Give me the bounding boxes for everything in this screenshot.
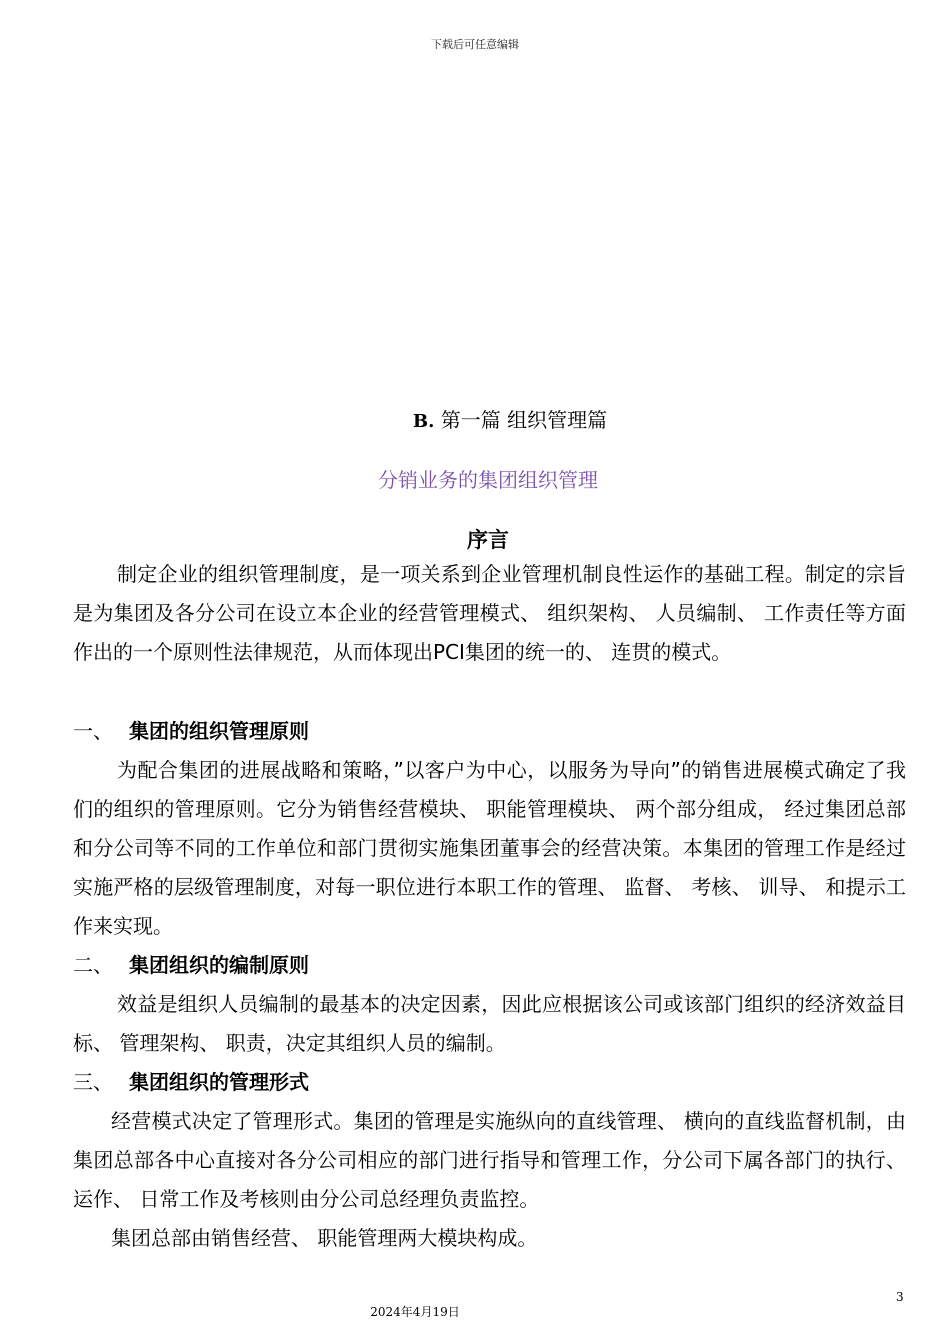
page-number: 3 xyxy=(896,1290,904,1304)
section-number: 二、 xyxy=(73,953,113,977)
section-paragraph-1: 为配合集团的进展战略和策略，”以客户为中心，以服务为导向”的销售进展模式确定了我们的组织的管理原则。它分为销售经营模块、 职能管理模块、 两个部分组成， 经过集团总部和分公司等不同的工作单位和部门贯彻实施集团董事会的经营决策。本集团的管理工作是经过实施严格的层级管理制度，对每一职位进行本职工作的管理、 监督、 考核、 训导、 和提示工作来实现。 xyxy=(73,758,906,938)
part-title-text: 第一篇 组织管理篇 xyxy=(440,408,608,432)
section-paragraph-3b: 集团总部由销售经营、 职能管理两大模块构成。 xyxy=(111,1226,538,1250)
section-heading-1 xyxy=(73,712,906,751)
section-title: 集团组织的编制原则 xyxy=(129,953,309,977)
section-paragraph-2: 效益是组织人员编制的最基本的决定因素，因此应根据该公司或该部门组织的经济效益目标、 管理架构、 职责，决定其组织人员的编制。 xyxy=(73,992,906,1055)
section-paragraph-3: 经营模式决定了管理形式。集团的管理是实施纵向的直线管理、 横向的直线监督机制，由集团总部各中心直接对各分公司相应的部门进行指导和管理工作，分公司下属各部门的执行、 运作、 日常工作及考核则由分公司总经理负责监控。 xyxy=(73,1109,906,1211)
part-title-prefix: B. xyxy=(412,411,435,432)
section-heading-3 xyxy=(73,1063,906,1102)
section-heading-2 xyxy=(73,946,906,985)
preface-paragraph: 制定企业的组织管理制度，是一项关系到企业管理机制良性运作的基础工程。制定的宗旨是为集团及各分公司在设立本企业的经营管理模式、 组织架构、 人员编制、 工作责任等方面作出的一个原则性法律规范，从而体现出PCI集团的统一的、 连贯的模式。 xyxy=(73,562,906,664)
header-note: 下载后可任意编辑 xyxy=(431,38,519,51)
preface-title: 序言 xyxy=(467,528,509,552)
section-title: 集团组织的管理形式 xyxy=(129,1070,309,1094)
section-number: 一、 xyxy=(73,719,113,743)
document-body xyxy=(73,555,906,1258)
section-number: 三、 xyxy=(73,1070,113,1094)
part-title xyxy=(0,404,950,433)
section-title: 集团的组织管理原则 xyxy=(129,719,309,743)
footer-date: 2024年4月19日 xyxy=(370,1305,460,1319)
document-subtitle: 分销业务的集团组织管理 xyxy=(378,468,598,492)
